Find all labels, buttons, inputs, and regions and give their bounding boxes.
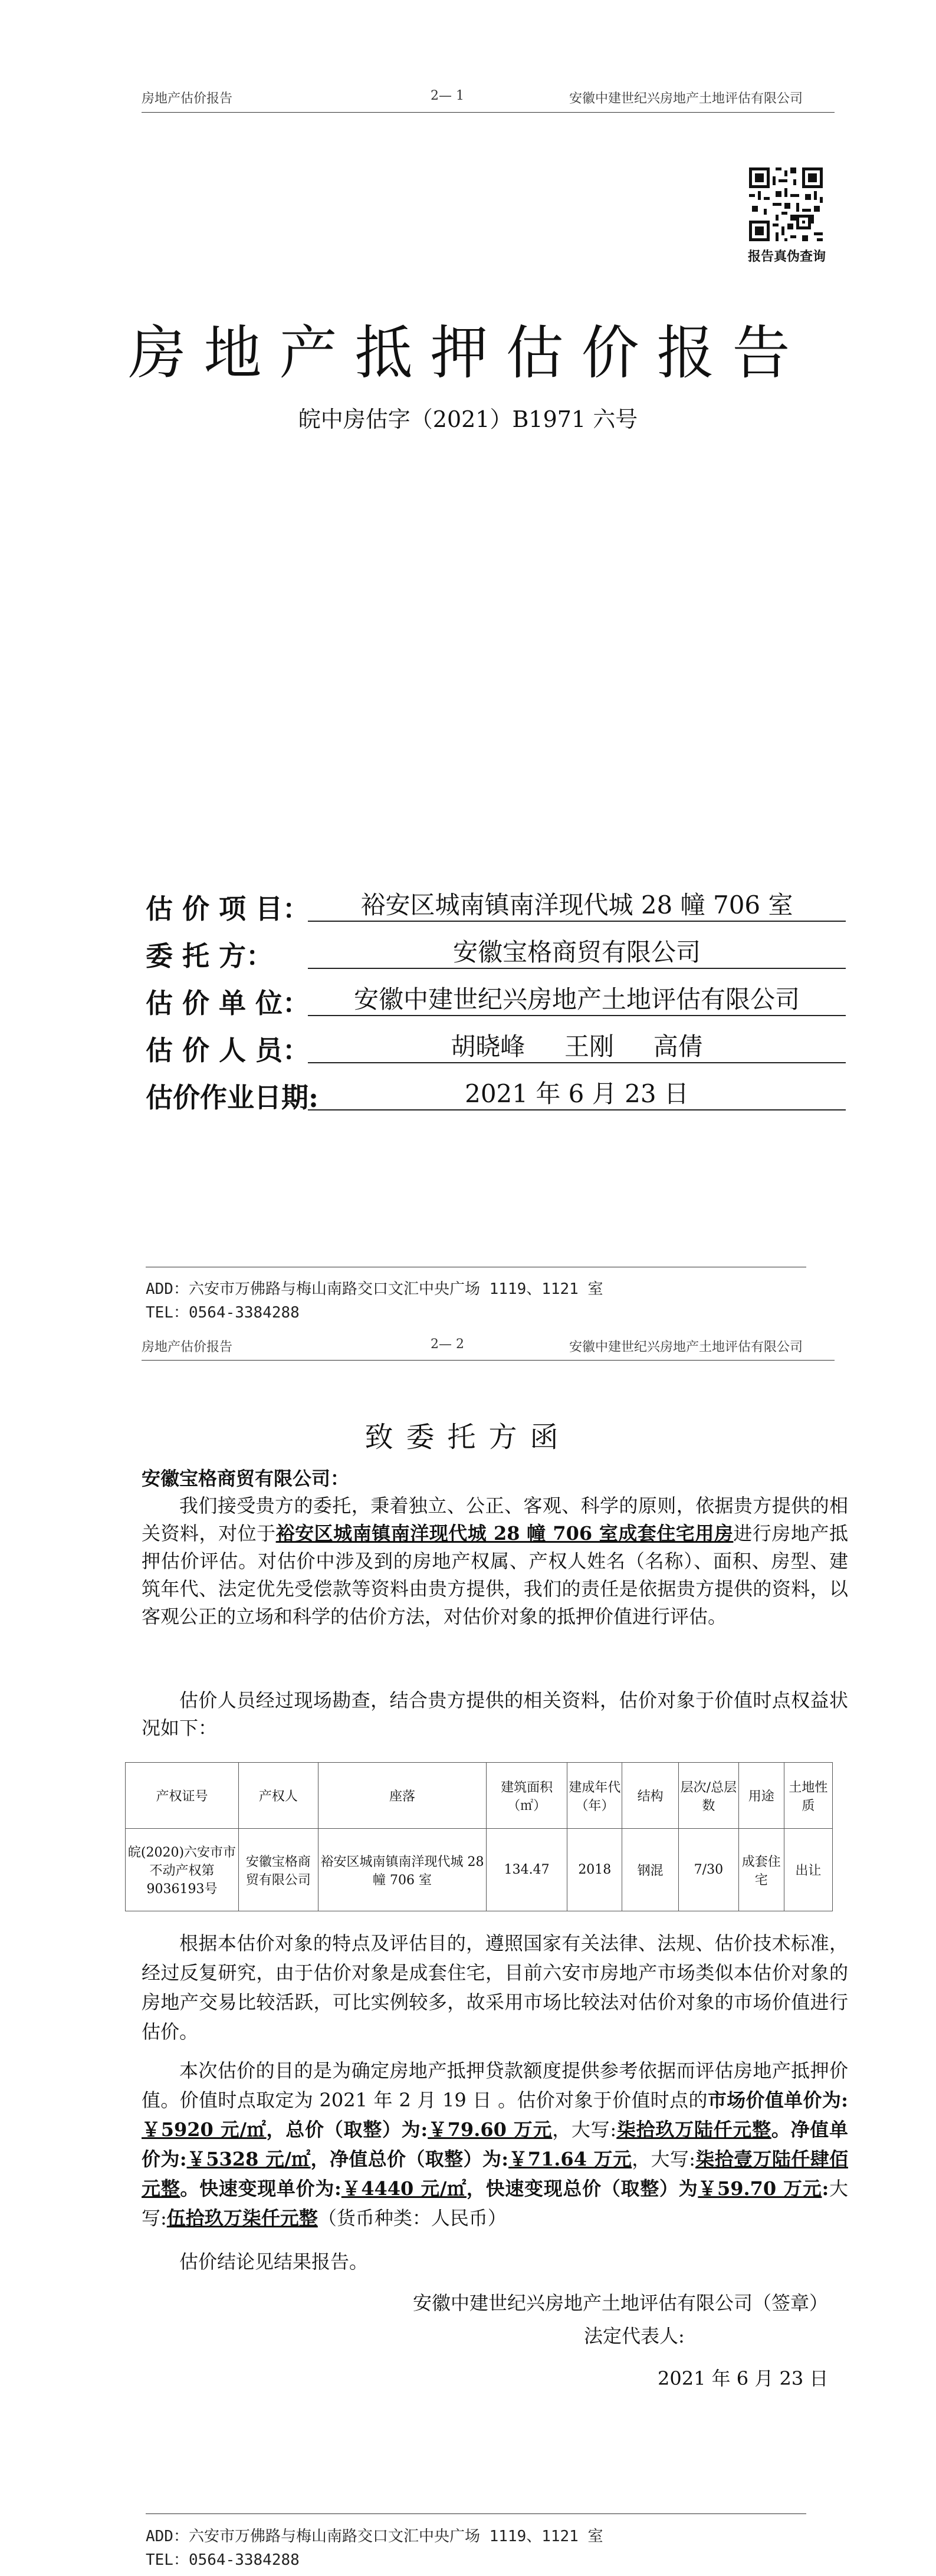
report-title: 房地产抵押估价报告 <box>128 320 808 387</box>
quick-sale-total-price: ￥59.70 万元 <box>698 2177 822 2200</box>
info-label: 估 价 人 员： <box>146 1034 310 1066</box>
table-header: 土地性质 <box>784 1763 832 1829</box>
letter-title: 致委托方函 <box>364 1421 572 1454</box>
table-cell: 2018 <box>567 1829 622 1911</box>
footer-address: ADD：六安市万佛路与梅山南路交口文汇中央广场 1119、1121 室 <box>146 2528 603 2545</box>
table-cell: 134.47 <box>487 1829 567 1911</box>
table-row <box>126 1829 833 1911</box>
market-total-price: ￥79.60 万元 <box>428 2118 553 2141</box>
net-total-price: ￥71.64 万元 <box>508 2148 632 2170</box>
info-value: 安徽宝格商贸有限公司 <box>308 935 846 969</box>
legal-representative: 法定代表人: <box>584 2325 685 2347</box>
info-label: 估 价 单 位： <box>146 987 310 1019</box>
letter-salutation: 安徽宝格商贸有限公司： <box>142 1467 350 1490</box>
header-right: 安徽中建世纪兴房地产土地评估有限公司 <box>569 1340 803 1355</box>
header-divider <box>142 1360 835 1361</box>
table-header: 产权证号 <box>126 1763 239 1829</box>
letter-paragraph-1: 我们接受贵方的委托，秉着独立、公正、客观、科学的原则，依据贵方提供的相关资料，对位于裕安区城南镇南洋现代城 28 幢 706 室成套住宅用房进行房地产抵押估价评估。对估价中涉及到的房地产权属、产权人姓名（名称）、面积、房型、建筑年代、法定优先受偿款等资料由贵方提供，我们的责任是依据贵方提供的资料，以客观公正的立场和科学的估价方法，对估价对象的抵押价值进行评估。 <box>142 1494 848 1628</box>
letter-paragraph-3: 根据本估价对象的特点及评估目的，遵照国家有关法律、法规、估价技术标准，经过反复研究，由于估价对象是成套住宅，目前六安市房地产市场类似本估价对象的房地产交易比较活跃，可比实例较多，故采用市场比较法对估价对象的市场价值进行估价。 <box>142 1932 848 2043</box>
table-header: 结构 <box>622 1763 678 1829</box>
header-divider <box>142 112 835 113</box>
table-cell: 成套住宅 <box>738 1829 784 1911</box>
header-left: 房地产估价报告 <box>142 1340 233 1355</box>
footer-tel: TEL：0564-3384288 <box>146 2551 300 2569</box>
table-cell: 裕安区城南镇南洋现代城 28 幢 706 室 <box>318 1829 486 1911</box>
table-header: 用途 <box>738 1763 784 1829</box>
letter-paragraph-2: 估价人员经过现场勘查，结合贵方提供的相关资料，估价对象于价值时点权益状况如下： <box>142 1689 848 1739</box>
header-left: 房地产估价报告 <box>142 91 233 106</box>
info-label: 估 价 项 目： <box>146 893 310 925</box>
info-label: 委 托 方： <box>146 940 274 972</box>
info-value: 2021 年 6 月 23 日 <box>308 1076 846 1110</box>
header-right: 安徽中建世纪兴房地产土地评估有限公司 <box>569 91 803 106</box>
document-number: 皖中房估字（2021）B1971 六号 <box>298 406 638 432</box>
footer-divider <box>146 2513 806 2514</box>
info-value: 安徽中建世纪兴房地产土地评估有限公司 <box>308 982 846 1016</box>
table-cell: 钢混 <box>622 1829 678 1911</box>
signer-company: 安徽中建世纪兴房地产土地评估有限公司（签章） <box>413 2292 829 2314</box>
table-cell: 出让 <box>784 1829 832 1911</box>
net-unit-price: ￥5328 元/㎡ <box>186 2148 311 2170</box>
table-header: 建成年代（年） <box>567 1763 622 1829</box>
info-value: 裕安区城南镇南洋现代城 28 幢 706 室 <box>308 888 846 922</box>
qr-code-icon[interactable] <box>749 167 823 241</box>
letter-date: 2021 年 6 月 23 日 <box>658 2367 829 2390</box>
letter-paragraph-5: 估价结论见结果报告。 <box>179 2250 369 2273</box>
footer-tel: TEL：0564-3384288 <box>146 1304 300 1322</box>
table-cell: 皖(2020)六安市市不动产权第9036193号 <box>126 1829 239 1911</box>
letter-paragraph-4: 本次估价的目的是为确定房地产抵押贷款额度提供参考依据而评估房地产抵押价值。价值时点取定为 2021 年 2 月 19 日 。估价对象于价值时点的市场价值单价为:￥5920 元/㎡，总价（取整）为:￥79.60 万元，大写:柒拾玖万陆仟元整。净值单价为:￥5328 元/㎡，净值总价（取整）为:￥71.64 万元，大写:柒拾壹万陆仟肆佰元整。快速变现单价为:￥4440 元/㎡，快速变现总价（取整）为￥59.70 万元:大写:伍拾玖万柒仟元整（货币种类：人民币） <box>142 2059 848 2229</box>
market-unit-price: ￥5920 元/㎡ <box>142 2118 267 2141</box>
table-cell: 7/30 <box>678 1829 738 1911</box>
table-header: 建筑面积（㎡） <box>487 1763 567 1829</box>
quick-sale-unit-price: ￥4440 元/㎡ <box>341 2177 467 2200</box>
table-cell: 安徽宝格商贸有限公司 <box>238 1829 318 1911</box>
info-label: 估价作业日期: <box>146 1082 318 1113</box>
header-page-number: 2— 2 <box>431 1337 464 1352</box>
info-value: 胡晓峰 王刚 高倩 <box>308 1029 846 1063</box>
qr-caption: 报告真伪查询 <box>748 249 826 264</box>
property-table <box>125 1762 833 1911</box>
footer-address: ADD：六安市万佛路与梅山南路交口文汇中央广场 1119、1121 室 <box>146 1280 603 1298</box>
table-header: 层次/总层数 <box>678 1763 738 1829</box>
property-address: 裕安区城南镇南洋现代城 28 幢 706 室成套住宅用房 <box>275 1522 734 1545</box>
table-header: 产权人 <box>238 1763 318 1829</box>
table-header-row <box>126 1763 833 1829</box>
table-header: 座落 <box>318 1763 486 1829</box>
header-page-number: 2— 1 <box>431 88 464 103</box>
